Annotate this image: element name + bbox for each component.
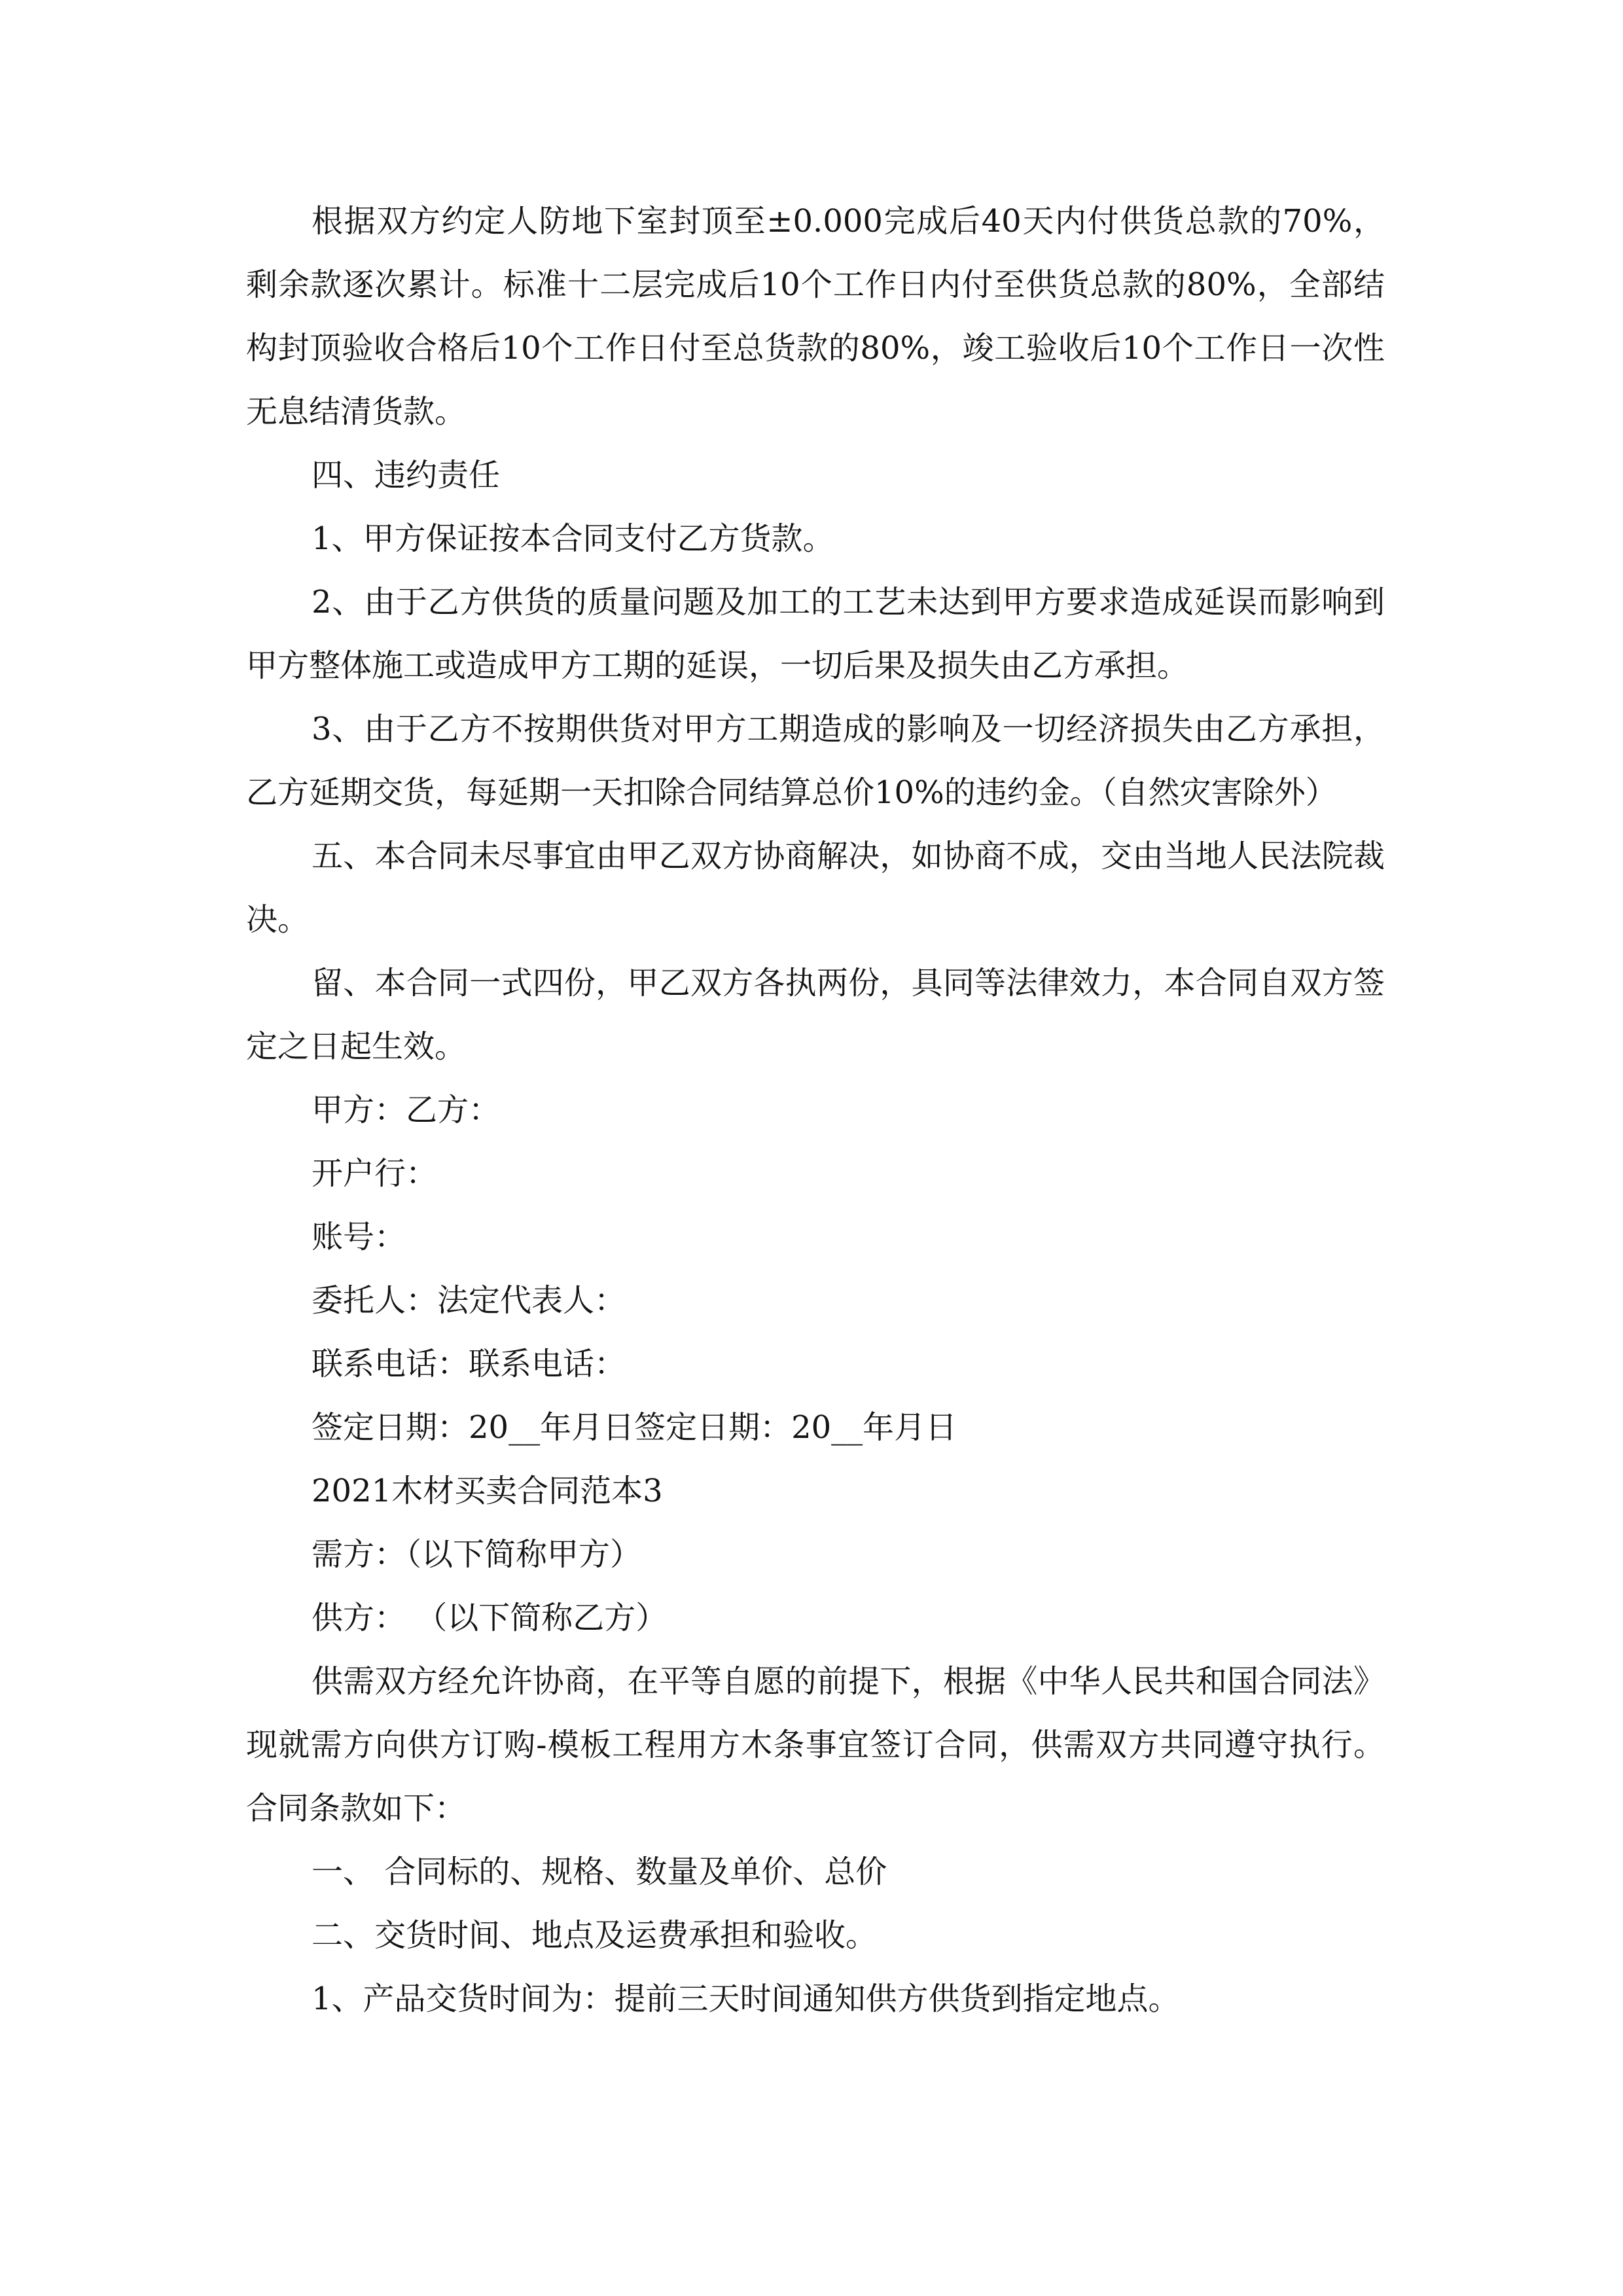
section-one-heading: 一、 合同标的、规格、数量及单价、总价 — [312, 1854, 887, 1890]
paragraph-clause-1: 1、甲方保证按本合同支付乙方货款。 — [312, 520, 834, 557]
paragraph-clause-3: 3、由于乙方不按期供货对甲方工期造成的影响及一切经济损失由乙方承担，乙方延期交货，每延期一天扣除合同结算总价10%的违约金。（自然灾害除外） — [246, 711, 1385, 811]
paragraph-clause-5: 五、本合同未尽事宜由甲乙双方协商解决，如协商不成，交由当地人民法院裁决。 — [246, 838, 1385, 938]
paragraph-intro: 供需双方经允许协商，在平等自愿的前提下，根据《中华人民共和国合同法》现就需方向供方订购-模板工程用方木条事宜签订合同，供需双方共同遵守执行。合同条款如下： — [246, 1663, 1385, 1827]
paragraph-copies: 留、本合同一式四份，甲乙双方各执两份，具同等法律效力，本合同自双方签定之日起生效。 — [246, 965, 1385, 1065]
contract-template-title: 2021木材买卖合同范本3 — [312, 1473, 663, 1509]
signature-phone-line: 联系电话：联系电话： — [312, 1346, 626, 1382]
delivery-time-clause: 1、产品交货时间为：提前三天时间通知供方供货到指定地点。 — [312, 1981, 1180, 2017]
signature-agent-line: 委托人：法定代表人： — [312, 1282, 626, 1319]
signature-account-line: 账号： — [312, 1219, 406, 1255]
paragraph-payment-terms: 根据双方约定人防地下室封顶至±0.000完成后40天内付供货总款的70%，剩余款逐次累计。标准十二层完成后10个工作日内付至供货总款的80%，全部结构封顶验收合格后10个工作日付至总货款的80%，竣工验收后10个工作日一次性无息结清货款。 — [246, 203, 1385, 430]
signature-date-line: 签定日期：20__年月日签定日期：20__年月日 — [312, 1409, 957, 1446]
signature-party-line: 甲方：乙方： — [312, 1092, 501, 1128]
section-two-heading: 二、交货时间、地点及运费承担和验收。 — [312, 1917, 878, 1954]
paragraph-clause-2: 2、由于乙方供货的质量问题及加工的工艺未达到甲方要求造成延误而影响到甲方整体施工或造成甲方工期的延误，一切后果及损失由乙方承担。 — [246, 584, 1385, 684]
document-body — [246, 190, 1385, 2031]
supplier-line: 供方： （以下简称乙方） — [312, 1600, 668, 1636]
heading-breach-liability: 四、违约责任 — [312, 457, 501, 493]
buyer-line: 需方：（以下简称甲方） — [312, 1536, 642, 1573]
signature-bank-line: 开户行： — [312, 1155, 438, 1192]
